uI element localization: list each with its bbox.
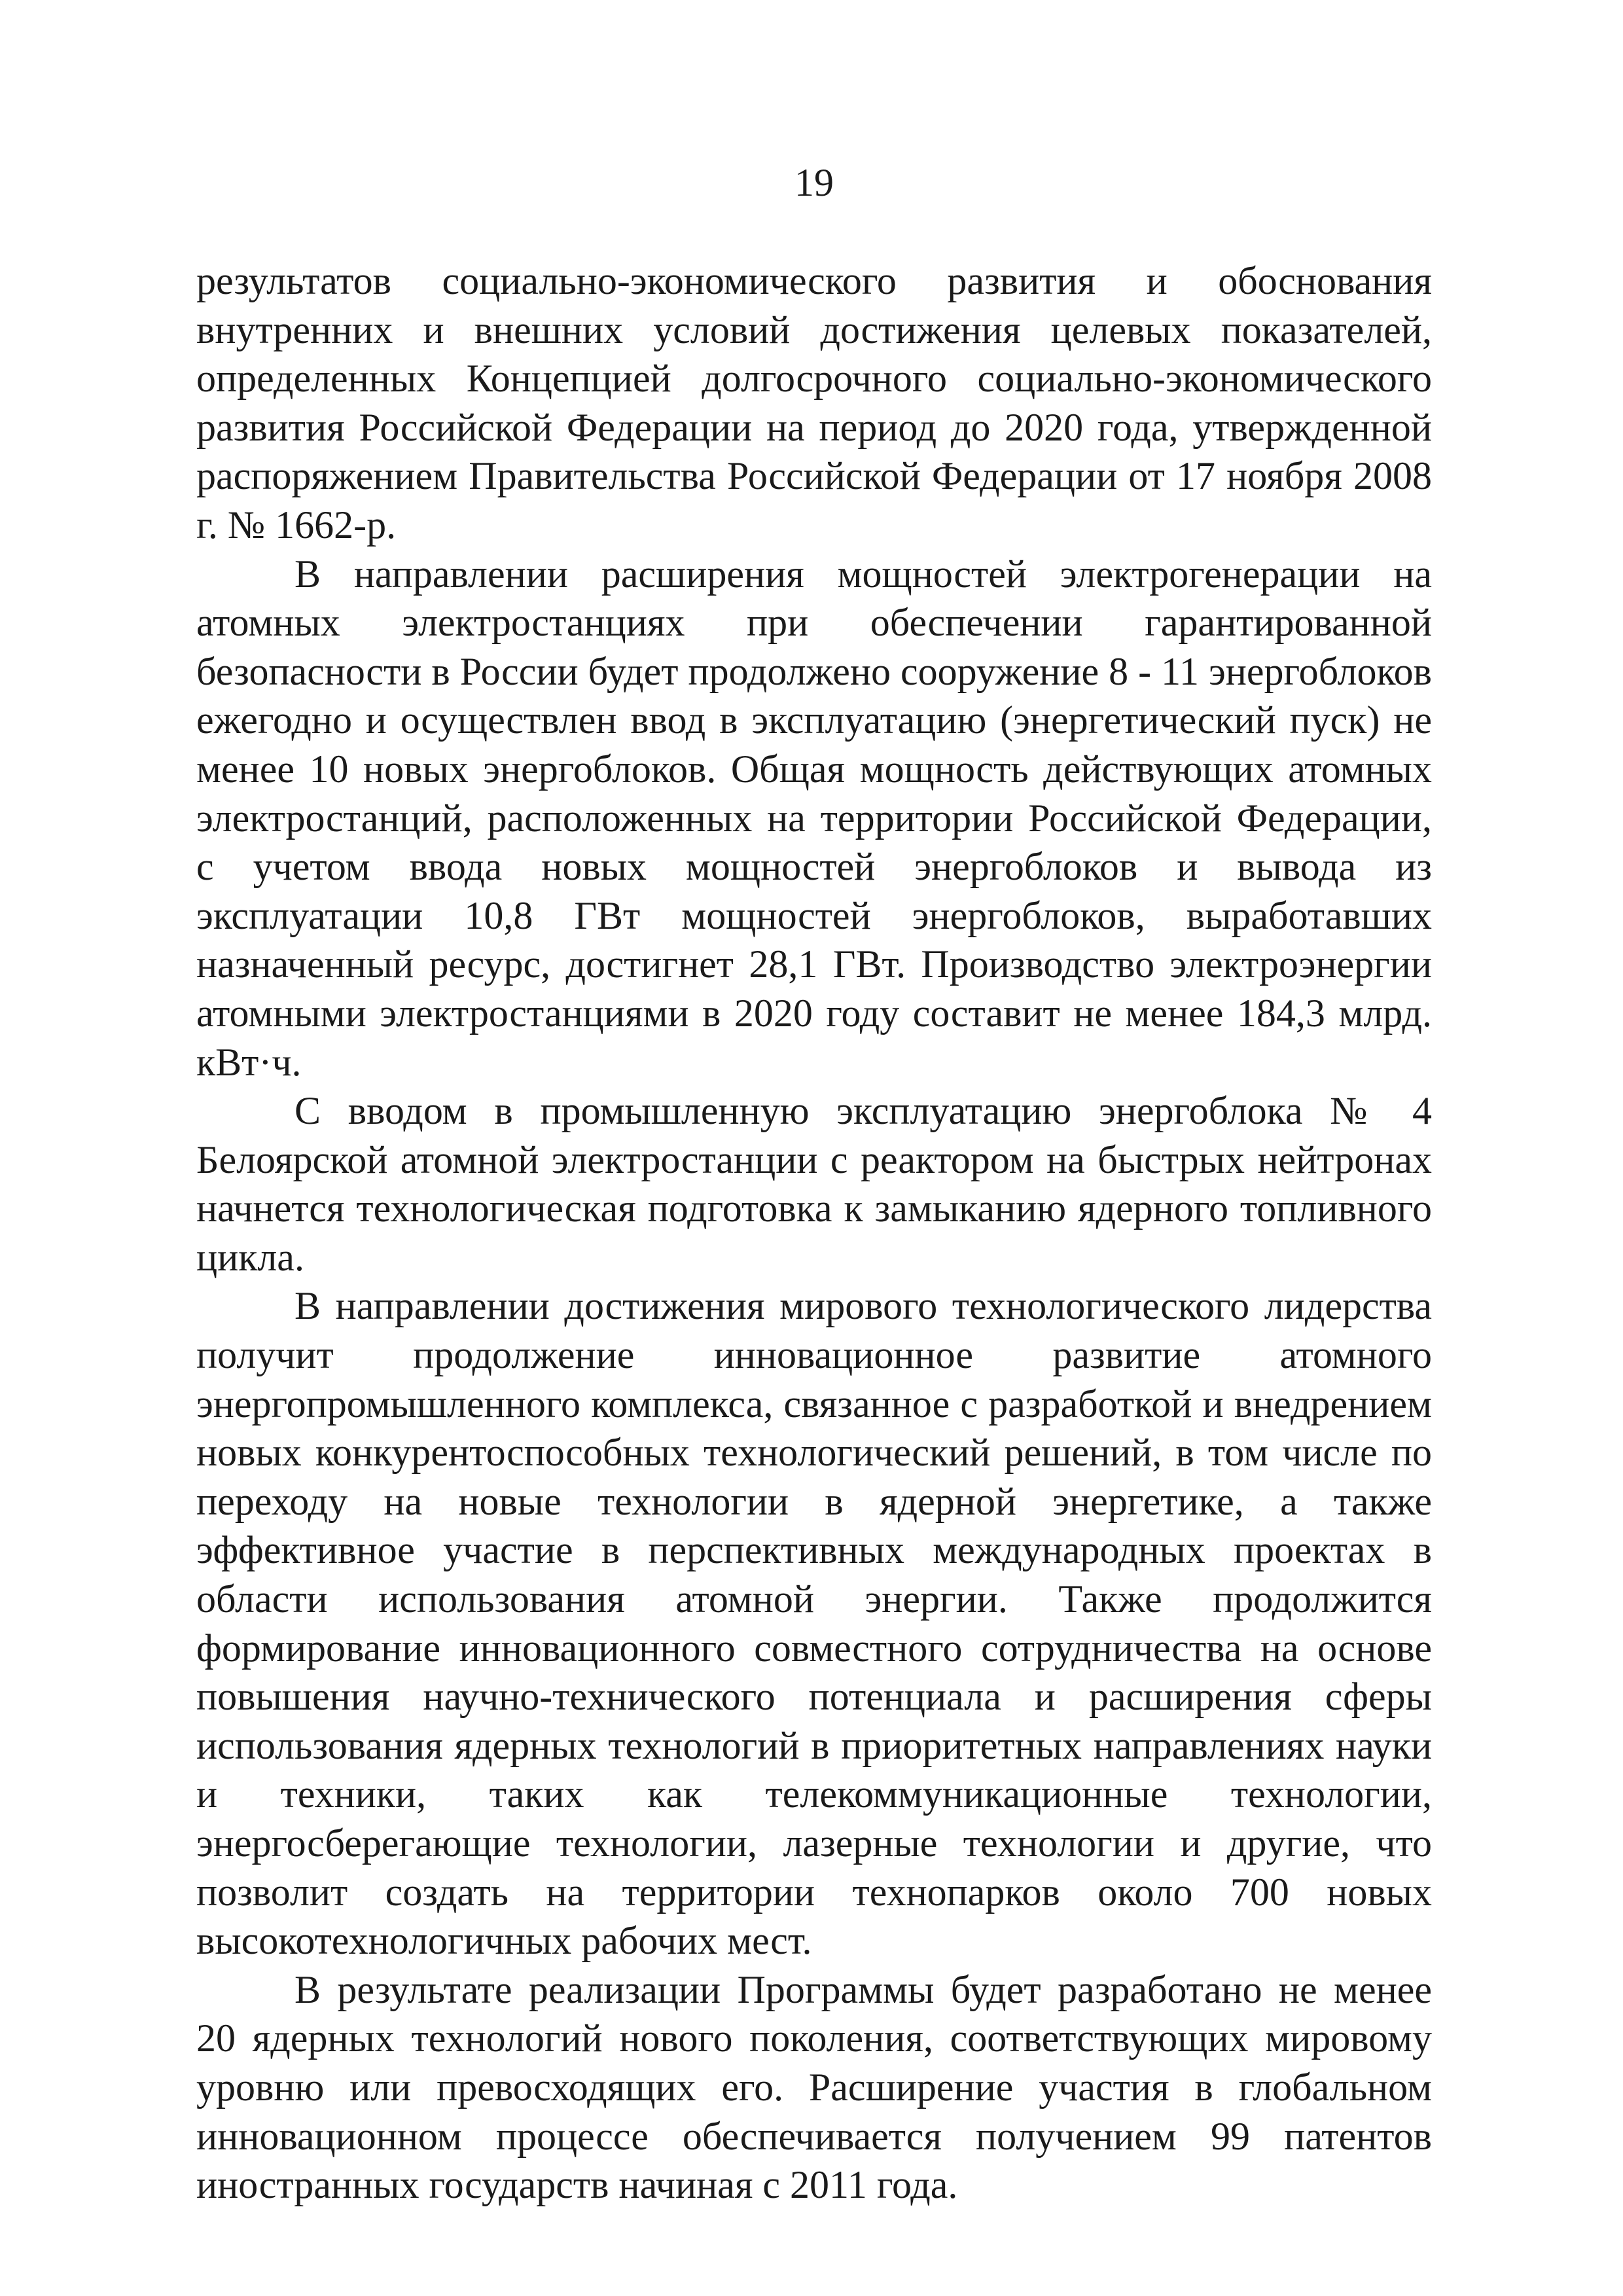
paragraph-power-generation: В направлении расширения мощностей электрогенерации на атомных электростанциях при обеспечении гарантированной безопасности в России будет продолжено сооружение 8 - 11 энергоблоков ежегодно и осуществлен ввод в эксплуатацию (энергетический пуск) не менее 10 новых энергоблоков. Общая мощность действующих атомных электростанций, расположенных на территории Российской Федерации, с учетом ввода новых мощностей энергоблоков и вывода из эксплуатации 10,8 ГВт мощностей энергоблоков, выработавших назначенный ресурс, достигнет 28,1 ГВт. Производство электроэнергии атомными электростанциями в 2020 году составит не менее 184,3 млрд. кВт·ч.	[196, 552, 1432, 1084]
paragraph-program-results: В результате реализации Программы будет разработано не менее 20 ядерных технологий нового поколения, соответствующих мировому уровню или превосходящих его. Расширение участия в глобальном инновационном процессе обеспечивается получением 99 патентов иностранных государств начиная с 2011 года.	[196, 1967, 1432, 2207]
paragraph-technology-leadership: В направлении достижения мирового технологического лидерства получит продолжение инновационное развитие атомного энергопромышленного комплекса, связанное с разработкой и внедрением новых конкурентоспособных технологический решений, в том числе по переходу на новые технологии в ядерной энергетике, а также эффективное участие в перспективных международных проектах в области использования атомной энергии. Также продолжится формирование инновационного совместного сотрудничества на основе повышения научно-технического потенциала и расширения сферы использования ядерных технологий в приоритетных направлениях науки и техники, таких как телекоммуникационные технологии, энергосберегающие технологии, лазерные технологии и другие, что позволит создать на территории технопарков около 700 новых высокотехнологичных рабочих мест.	[196, 1284, 1432, 1963]
document-body	[196, 257, 1432, 2210]
paragraph-continuation: результатов социально-экономического развития и обоснования внутренних и внешних условий достижения целевых показателей, определенных Концепцией долгосрочного социально-экономического развития Российской Федерации на период до 2020 года, утвержденной распоряжением Правительства Российской Федерации от 17 ноября 2008 г. № 1662-р.	[196, 259, 1432, 547]
paragraph-beloyarsk-unit: С вводом в промышленную эксплуатацию энергоблока № 4 Белоярской атомной электростанции с реактором на быстрых нейтронах начнется технологическая подготовка к замыканию ядерного топливного цикла.	[196, 1089, 1432, 1279]
page-number: 19	[794, 161, 834, 204]
